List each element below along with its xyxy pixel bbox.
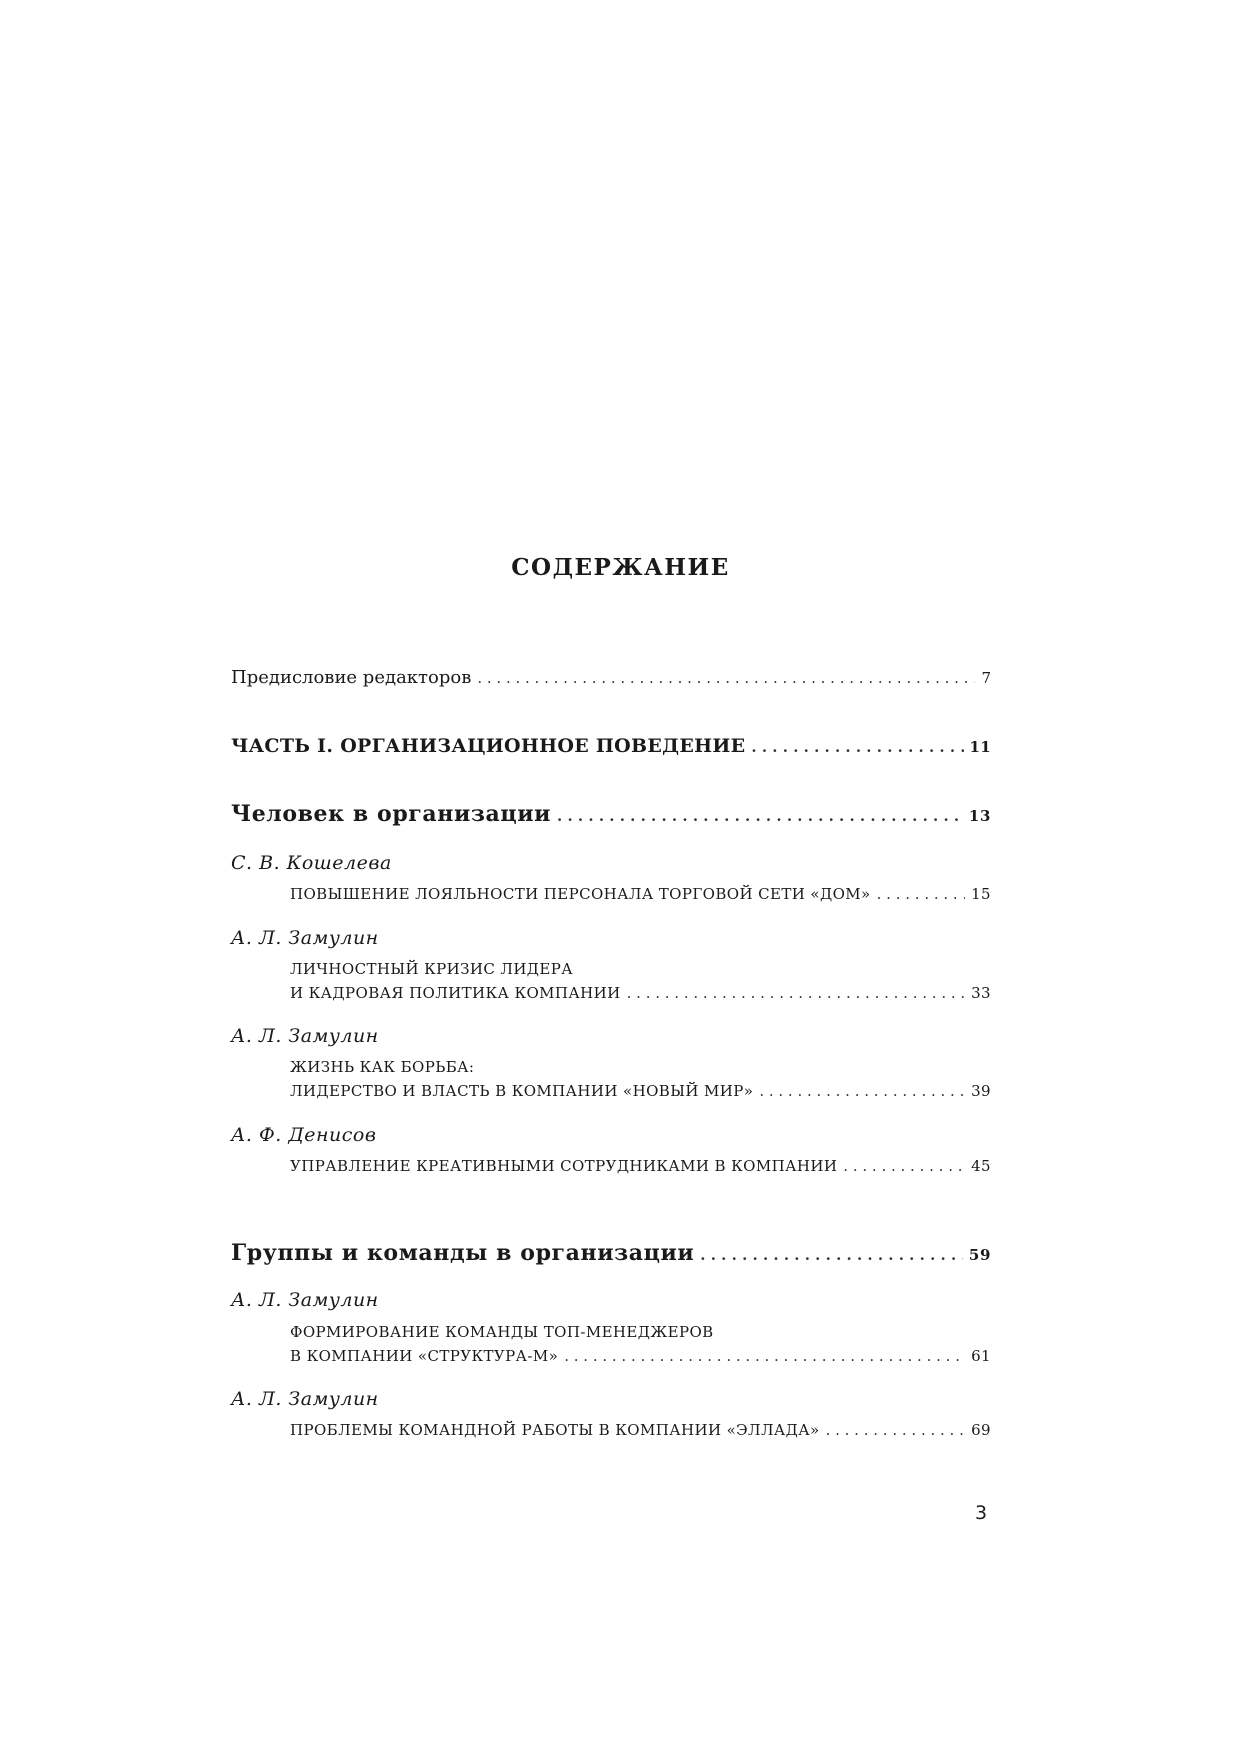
toc-entry-3-page: 39 <box>971 1082 991 1100</box>
dot-leader <box>826 1421 966 1439</box>
toc-part-1-label: ЧАСТЬ I. ОРГАНИЗАЦИОННОЕ ПОВЕДЕНИЕ <box>231 735 746 757</box>
toc-section-2[interactable] <box>231 1240 991 1266</box>
dot-leader <box>877 885 965 903</box>
toc-entry-5-title-line-1: ФОРМИРОВАНИЕ КОМАНДЫ ТОП-МЕНЕДЖЕРОВ <box>290 1323 714 1341</box>
toc-preface-page: 7 <box>981 669 991 687</box>
dot-leader <box>843 1157 965 1175</box>
toc-section-2-page: 59 <box>968 1246 991 1264</box>
dot-leader <box>557 807 963 825</box>
page-title: СОДЕРЖАНИЕ <box>511 554 730 581</box>
dot-leader <box>700 1246 963 1264</box>
toc-preface-label: Предисловие редакторов <box>231 667 472 688</box>
toc-entry-2-title-line-1: ЛИЧНОСТНЫЙ КРИЗИС ЛИДЕРА <box>290 960 573 978</box>
toc-entry-6-page: 69 <box>971 1421 991 1439</box>
toc-entry-4-page: 45 <box>971 1157 991 1175</box>
dot-leader <box>751 738 963 756</box>
toc-entry-4[interactable] <box>290 1157 991 1175</box>
page-number: 3 <box>975 1502 988 1524</box>
toc-entry-4-title: УПРАВЛЕНИЕ КРЕАТИВНЫМИ СОТРУДНИКАМИ В КОМПАНИИ <box>290 1157 838 1175</box>
toc-entry-3[interactable] <box>290 1082 991 1100</box>
toc-section-2-label: Группы и команды в организации <box>231 1240 695 1266</box>
toc-entry-2-title-line-2: И КАДРОВАЯ ПОЛИТИКА КОМПАНИИ <box>290 984 621 1002</box>
toc-entry-2-author: А. Л. Замулин <box>231 927 379 949</box>
toc-entry-6-title: ПРОБЛЕМЫ КОМАНДНОЙ РАБОТЫ В КОМПАНИИ «ЭЛЛАДА» <box>290 1421 820 1439</box>
toc-entry-5-page: 61 <box>971 1347 991 1365</box>
toc-part-1[interactable] <box>231 735 991 757</box>
dot-leader <box>627 984 965 1002</box>
toc-entry-5-title-line-2: В КОМПАНИИ «СТРУКТУРА-М» <box>290 1347 559 1365</box>
toc-entry-6-author: А. Л. Замулин <box>231 1388 379 1410</box>
toc-section-1[interactable] <box>231 801 991 827</box>
toc-entry-1-title: ПОВЫШЕНИЕ ЛОЯЛЬНОСТИ ПЕРСОНАЛА ТОРГОВОЙ СЕТИ «ДОМ» <box>290 885 871 903</box>
dot-leader <box>564 1347 965 1365</box>
toc-entry-1-page: 15 <box>971 885 991 903</box>
toc-part-1-page: 11 <box>969 738 991 756</box>
toc-entry-1[interactable] <box>290 885 991 903</box>
toc-preface[interactable] <box>231 667 991 688</box>
dot-leader <box>477 669 975 687</box>
toc-entry-5[interactable] <box>290 1347 991 1365</box>
toc-entry-3-title-line-1: ЖИЗНЬ КАК БОРЬБА: <box>290 1058 475 1076</box>
toc-entry-3-title-line-2: ЛИДЕРСТВО И ВЛАСТЬ В КОМПАНИИ «НОВЫЙ МИР» <box>290 1082 754 1100</box>
toc-section-1-label: Человек в организации <box>231 801 552 827</box>
toc-entry-2-page: 33 <box>971 984 991 1002</box>
dot-leader <box>759 1082 965 1100</box>
toc-section-1-page: 13 <box>968 807 991 825</box>
toc-entry-1-author: С. В. Кошелева <box>231 852 392 874</box>
toc-entry-2[interactable] <box>290 984 991 1002</box>
toc-entry-3-author: А. Л. Замулин <box>231 1025 379 1047</box>
toc-entry-5-author: А. Л. Замулин <box>231 1289 379 1311</box>
toc-entry-6[interactable] <box>290 1421 991 1439</box>
toc-entry-4-author: А. Ф. Денисов <box>231 1124 377 1146</box>
